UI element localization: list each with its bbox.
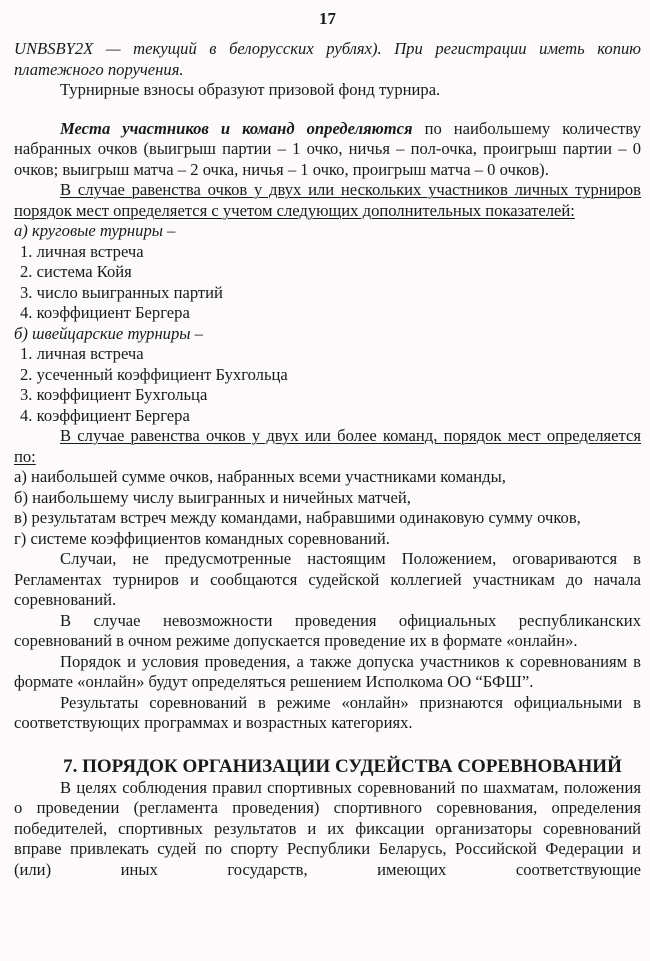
tie-team-paragraph [14,426,641,467]
tie-individual-part1: В случае равенства очков у двух или нескольких участников личных турниров [60,180,641,199]
swiss-list [14,324,641,427]
round-robin-heading: а) круговые турниры – [14,221,176,240]
swiss-heading: б) швейцарские турниры – [14,323,203,343]
intro-prize-fund-text: Турнирные взносы образуют призовой фонд турнира. [60,80,441,99]
unforeseen-cases-paragraph: Случаи, не предусмотренные настоящим Положением, оговариваются в Регламентах турниров и сообщаются судейской коллегией участникам до начала соревнований. [14,549,641,609]
list-item: в) результатам встреч между командами, набравшими одинаковую сумму очков, [14,508,581,527]
online-admission-paragraph: Порядок и условия проведения, а также допуска участников к соревнованиям в формате «онлайн» будут определяться решением Исполкома ОО “БФШ”. [14,651,641,691]
list-item: 1. личная встреча [20,241,144,261]
online-results-paragraph: Результаты соревнований в режиме «онлайн» признаются официальными в соответствующих программах и возрастных категориях. [14,692,641,732]
intro-payment-text: UNBSBY2X — текущий в белорусских рублях). При регистрации иметь копию платежного поручения. [14,39,641,79]
list-item: 3. коэффициент Бухгольца [20,385,208,404]
list-item: 4. коэффициент Бергера [20,303,190,322]
page-number: 17 [319,9,336,28]
places-paragraph [14,119,641,181]
list-item: 3. число выигранных партий [20,282,223,302]
places-rest: по наибольшему количеству набранных очков (выигрыш партии – 1 очко, ничья – пол-очка, проигрыш партии – 0 очков; выигрыш матча – 2 очка, ничья – 1 очко, проигрыш матча – 0 очков). [14,118,641,179]
list-item: 2. усеченный коэффициент Бухгольца [20,364,288,384]
tie-team-intro: В случае равенства очков у двух или более команд, порядок мест определяется по: [14,426,641,466]
list-item: а) наибольшей сумме очков, набранных всеми участниками команды, [14,467,506,486]
tie-individual-paragraph [14,180,641,221]
list-item: б) наибольшему числу выигранных и ничейных матчей, [14,487,411,507]
list-item: 2. система Койя [20,262,132,281]
list-item: г) системе коэффициентов командных соревнований. [14,528,390,548]
list-item: 4. коэффициент Бергера [20,405,190,425]
section-7-heading: 7. ПОРЯДОК ОРГАНИЗАЦИИ СУДЕЙСТВА СОРЕВНОВАНИЙ [63,755,622,777]
document-page [14,0,641,880]
section-7-paragraph: В целях соблюдения правил спортивных соревнований по шахматам, положения о проведении (регламента проведения) спортивного соревнования, определения победителей, спортивных результатов и их фиксации организаторы соревнований вправе привлекать судей по спорту Республики Беларусь, Российской Федерации и (или) иных государств, имеющих соответствующие [14,777,641,879]
tie-team-list [14,467,641,549]
tie-individual-part2: порядок мест определяется с учетом следующих дополнительных показателей: [14,200,575,220]
places-bold-lead: Места участников и команд определяются [60,118,413,138]
round-robin-list [14,221,641,324]
online-format-paragraph: В случае невозможности проведения официальных республиканских соревнований в очном режиме допускается проведение их в формате «онлайн». [14,610,641,650]
list-item: 1. личная встреча [20,344,144,363]
